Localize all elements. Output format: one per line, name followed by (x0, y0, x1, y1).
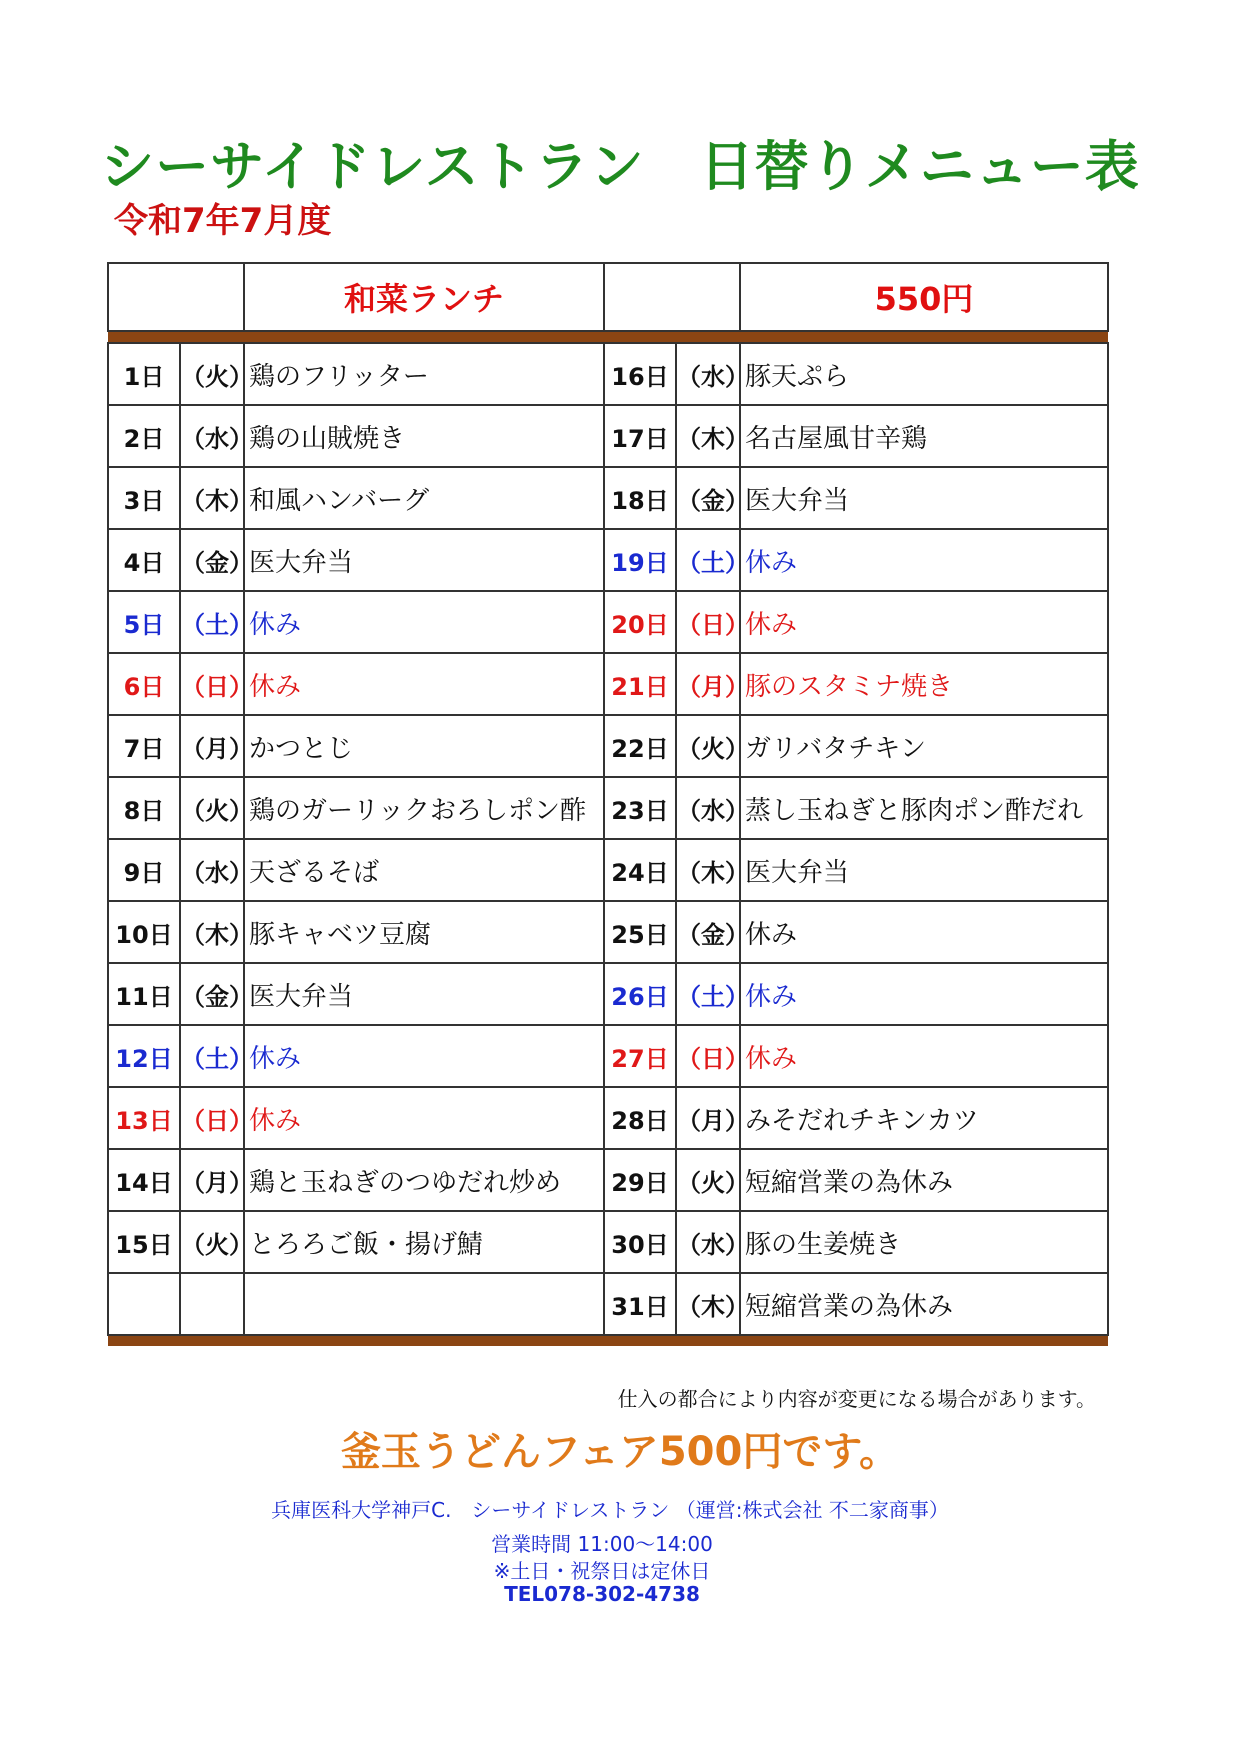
right-dow-cell: （月） (676, 653, 740, 715)
right-dow-cell: （水） (676, 777, 740, 839)
right-day-cell: 19日 (604, 529, 676, 591)
table-row (108, 1211, 1108, 1273)
right-dow-cell: （火） (676, 715, 740, 777)
left-day-cell: 3日 (108, 467, 180, 529)
left-dow-cell: （日） (180, 1087, 244, 1149)
left-day-cell: 6日 (108, 653, 180, 715)
right-dow-cell: （土） (676, 963, 740, 1025)
right-dow-cell: （木） (676, 839, 740, 901)
table-row (108, 1149, 1108, 1211)
right-day-cell: 16日 (604, 343, 676, 405)
right-dish-cell: 豚のスタミナ焼き (740, 653, 1108, 715)
right-dish-cell: ガリバタチキン (740, 715, 1108, 777)
left-dish-cell: 天ざるそば (244, 839, 604, 901)
table-row (108, 839, 1108, 901)
left-day-cell: 13日 (108, 1087, 180, 1149)
right-dow-cell: （金） (676, 467, 740, 529)
fair-announcement: 釜玉うどんフェア500円です。 (340, 1429, 900, 1475)
header-blank-left (108, 263, 244, 331)
change-notice: 仕入の都合により内容が変更になる場合があります。 (617, 1387, 1096, 1411)
left-dow-cell: （土） (180, 1025, 244, 1087)
table-row (108, 1087, 1108, 1149)
left-day-cell: 10日 (108, 901, 180, 963)
right-day-cell: 30日 (604, 1211, 676, 1273)
page-title: シーサイドレストラン 日替りメニュー表 (100, 135, 1140, 198)
right-dow-cell: （水） (676, 1211, 740, 1273)
left-dow-cell: （金） (180, 963, 244, 1025)
footer-operator: 兵庫医科大学神戸C. シーサイドレストラン （運営:株式会社 不二家商事） (271, 1498, 949, 1522)
table-row (108, 467, 1108, 529)
right-dow-cell: （日） (676, 591, 740, 653)
table-row (108, 963, 1108, 1025)
left-day-cell: 7日 (108, 715, 180, 777)
left-dish-cell: とろろご飯・揚げ鯖 (244, 1211, 604, 1273)
left-dish-cell: 豚キャベツ豆腐 (244, 901, 604, 963)
left-dow-cell: （火） (180, 1211, 244, 1273)
left-day-cell: 1日 (108, 343, 180, 405)
left-dish-cell: 鶏の山賊焼き (244, 405, 604, 467)
table-row (108, 901, 1108, 963)
left-dish-cell: 鶏のフリッター (244, 343, 604, 405)
right-day-cell: 23日 (604, 777, 676, 839)
table-row (108, 591, 1108, 653)
left-day-cell (108, 1273, 180, 1335)
right-dow-cell: （日） (676, 1025, 740, 1087)
period-label: 令和7年7月度 (114, 201, 332, 241)
right-dish-cell: 休み (740, 591, 1108, 653)
left-dow-cell: （金） (180, 529, 244, 591)
right-dish-cell: 短縮営業の為休み (740, 1273, 1108, 1335)
table-row (108, 405, 1108, 467)
table-row (108, 777, 1108, 839)
right-dish-cell: 短縮営業の為休み (740, 1149, 1108, 1211)
table-row (108, 1273, 1108, 1335)
table-row (108, 343, 1108, 405)
left-dish-cell: 休み (244, 591, 604, 653)
table-header-row (108, 263, 1108, 331)
left-dow-cell: （水） (180, 405, 244, 467)
left-dish-cell: 医大弁当 (244, 963, 604, 1025)
left-dow-cell: （火） (180, 343, 244, 405)
menu-price: 550円 (740, 263, 1108, 331)
left-dow-cell: （土） (180, 591, 244, 653)
right-dish-cell: 医大弁当 (740, 467, 1108, 529)
right-dow-cell: （金） (676, 901, 740, 963)
menu-name: 和菜ランチ (244, 263, 604, 331)
left-dow-cell: （火） (180, 777, 244, 839)
header-band (108, 331, 1108, 343)
table-row (108, 529, 1108, 591)
right-day-cell: 20日 (604, 591, 676, 653)
left-dish-cell: かつとじ (244, 715, 604, 777)
left-dow-cell (180, 1273, 244, 1335)
right-dow-cell: （木） (676, 1273, 740, 1335)
right-day-cell: 29日 (604, 1149, 676, 1211)
left-dish-cell: 和風ハンバーグ (244, 467, 604, 529)
left-dish-cell: 休み (244, 653, 604, 715)
header-blank-right (604, 263, 740, 331)
left-dow-cell: （水） (180, 839, 244, 901)
right-day-cell: 25日 (604, 901, 676, 963)
right-dish-cell: 休み (740, 1025, 1108, 1087)
right-dish-cell: 名古屋風甘辛鶏 (740, 405, 1108, 467)
right-day-cell: 27日 (604, 1025, 676, 1087)
right-dow-cell: （火） (676, 1149, 740, 1211)
left-day-cell: 5日 (108, 591, 180, 653)
right-dish-cell: 医大弁当 (740, 839, 1108, 901)
left-dish-cell: 医大弁当 (244, 529, 604, 591)
left-dow-cell: （木） (180, 901, 244, 963)
left-day-cell: 15日 (108, 1211, 180, 1273)
right-dow-cell: （月） (676, 1087, 740, 1149)
left-day-cell: 9日 (108, 839, 180, 901)
left-dow-cell: （日） (180, 653, 244, 715)
right-day-cell: 17日 (604, 405, 676, 467)
right-day-cell: 21日 (604, 653, 676, 715)
right-dow-cell: （木） (676, 405, 740, 467)
left-dow-cell: （月） (180, 1149, 244, 1211)
left-day-cell: 2日 (108, 405, 180, 467)
right-day-cell: 24日 (604, 839, 676, 901)
left-day-cell: 8日 (108, 777, 180, 839)
right-dish-cell: 豚天ぷら (740, 343, 1108, 405)
right-dish-cell: みそだれチキンカツ (740, 1087, 1108, 1149)
left-dow-cell: （木） (180, 467, 244, 529)
right-day-cell: 26日 (604, 963, 676, 1025)
footer-closed-days: ※土日・祝祭日は定休日 (493, 1559, 711, 1583)
menu-table (107, 262, 1109, 1346)
right-dow-cell: （水） (676, 343, 740, 405)
right-dish-cell: 休み (740, 529, 1108, 591)
right-dish-cell: 休み (740, 901, 1108, 963)
right-dish-cell: 休み (740, 963, 1108, 1025)
right-day-cell: 22日 (604, 715, 676, 777)
table-row (108, 1025, 1108, 1087)
footer-band (108, 1335, 1108, 1346)
left-dish-cell: 鶏と玉ねぎのつゆだれ炒め (244, 1149, 604, 1211)
right-day-cell: 28日 (604, 1087, 676, 1149)
left-dow-cell: （月） (180, 715, 244, 777)
left-dish-cell: 休み (244, 1025, 604, 1087)
right-dish-cell: 蒸し玉ねぎと豚肉ポン酢だれ (740, 777, 1108, 839)
left-day-cell: 4日 (108, 529, 180, 591)
left-dish-cell: 鶏のガーリックおろしポン酢 (244, 777, 604, 839)
footer-hours: 営業時間 11:00～14:00 (491, 1532, 713, 1556)
right-day-cell: 18日 (604, 467, 676, 529)
footer-tel: TEL078-302-4738 (504, 1582, 700, 1606)
table-row (108, 653, 1108, 715)
right-day-cell: 31日 (604, 1273, 676, 1335)
left-dish-cell: 休み (244, 1087, 604, 1149)
right-dish-cell: 豚の生姜焼き (740, 1211, 1108, 1273)
table-row (108, 715, 1108, 777)
left-dish-cell (244, 1273, 604, 1335)
right-dow-cell: （土） (676, 529, 740, 591)
left-day-cell: 12日 (108, 1025, 180, 1087)
left-day-cell: 11日 (108, 963, 180, 1025)
left-day-cell: 14日 (108, 1149, 180, 1211)
